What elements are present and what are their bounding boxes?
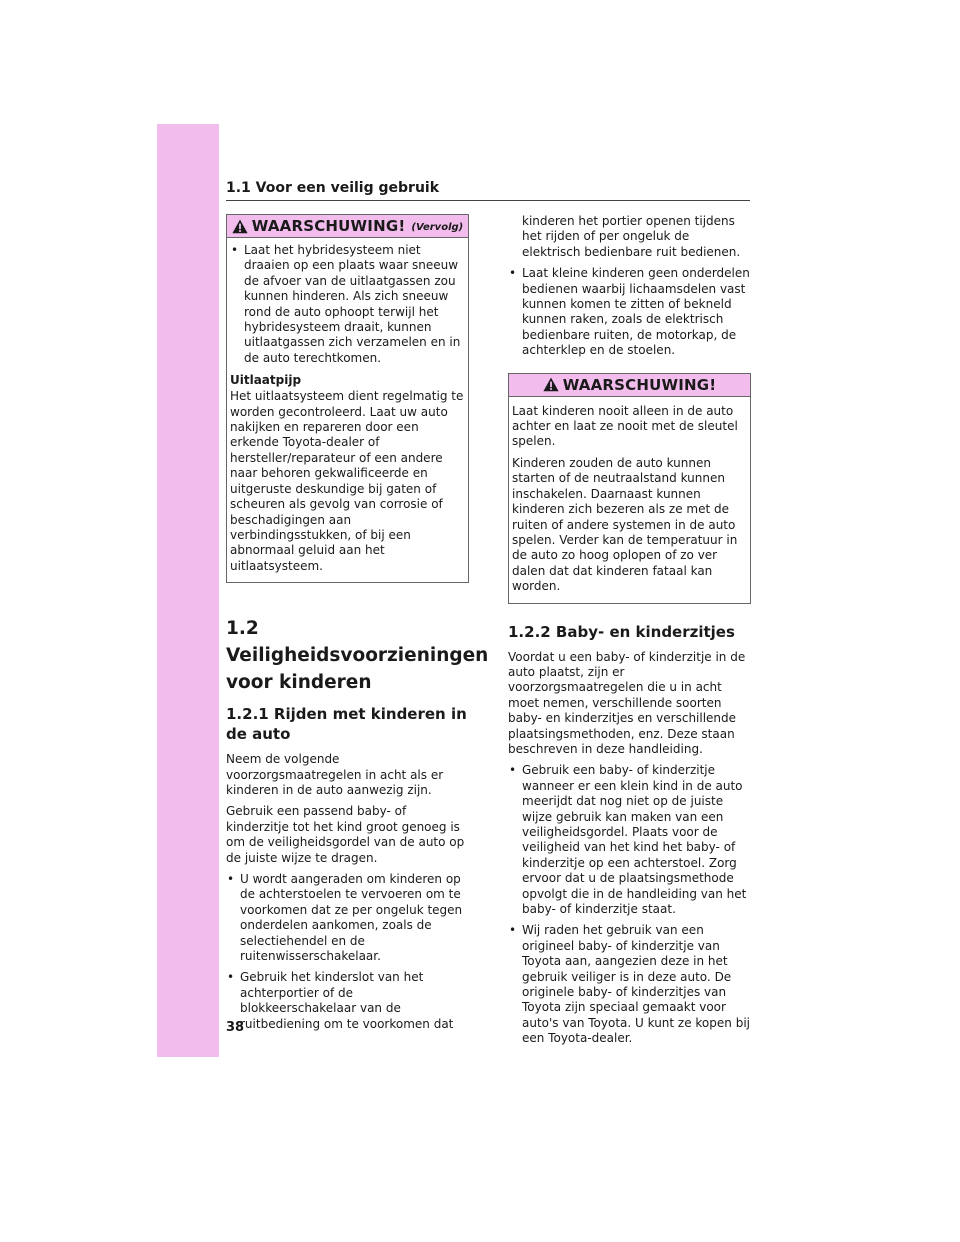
warning-bullet-list [230,243,464,366]
warning-header [509,374,750,397]
warning-paragraph: Laat kinderen nooit alleen in de auto achter en laat ze nooit met de sleutel spelen. [512,403,738,449]
warning-body [509,397,750,603]
list-item: • Laat kleine kinderen geen onderdelen bedienen waarbij lichaamsdelen vast kunnen komen te zitten of bekneld kunnen raken, zoals de elektrisch bedienbare ruiten, de motorkap, de achterklep en de stoelen. [508,266,751,358]
warning-continued-label: (Vervolg) [411,222,464,233]
paragraph: Gebruik een passend baby- of kinderzitje tot het kind groot genoeg is om de veiligheidsgordel van de auto op de juiste wijze te dragen. [226,804,465,865]
section-heading-1-2-1: 1.2.1 Rijden met kinderen in de auto [226,705,467,744]
list-item: • Gebruik het kinderslot van het achterportier of de blokkeerschakelaar van de ruitbediening om te voorkomen dat [226,970,469,1032]
warning-header [227,215,468,238]
paragraph: Neem de volgende voorzorgsmaatregelen in acht als er kinderen in de auto aanwezig zijn. [226,752,444,797]
left-column [226,214,489,1038]
right-column [508,214,751,1053]
header-rule [226,200,750,201]
warning-triangle-icon [232,219,248,234]
page-number: 38 [226,1020,245,1035]
warning-body [227,238,468,582]
warning-box [508,373,751,604]
bullet-list [226,872,469,1032]
bullet-list [508,763,751,1046]
bullet-continuation: kinderen het portier openen tijdens het rijden of per ongeluk de elektrisch bedienbare ruit bedienen. [522,214,741,259]
warning-title: WAARSCHUWING! [251,217,406,235]
warning-title: WAARSCHUWING! [562,375,717,394]
section-heading-1-2: 1.2 Veiligheidsvoorzieningen voor kinderen [226,618,489,694]
subheading-uitlaatpijp: Uitlaatpijp [230,373,302,388]
running-header: 1.1 Voor een veilig gebruik [226,180,440,196]
warning-paragraph: Kinderen zouden de auto kunnen starten of de neutraalstand kunnen inschakelen. Daarnaast kunnen kinderen zich bezeren als ze met de ruiten of andere systemen in de auto spelen. Verder kan de temperatuur in de auto zo hoog oplopen of zo ver dalen dat dat kinderen fataal kan worden. [512,455,738,594]
section-heading-1-2-2: 1.2.2 Baby- en kinderzitjes [508,622,735,641]
list-item: • U wordt aangeraden om kinderen op de achterstoelen te vervoeren om te voorkomen dat ze per ongeluk tegen onderdelen aankomen, zoals de selectiehendel en de ruitenwisserschakelaar. [226,872,469,964]
warning-box-continued [226,214,469,583]
warning-paragraph: Het uitlaatsysteem dient regelmatig te worden gecontroleerd. Laat uw auto nakijken en repareren door een erkende Toyota-dealer of hersteller/reparateur of een andere naar behoren gekwalificeerde en uitgeruste deskundige bij gaten of scheuren als gevolg van corrosie of beschadigingen aan verbindingsstukken, of bij een abnormaal geluid aan het uitlaatsysteem. [230,389,464,573]
bullet-list [508,266,751,358]
warning-triangle-icon [543,377,559,392]
list-item: • Wij raden het gebruik van een origineel baby- of kinderzitje van Toyota aan, aangezien deze in het gebruik veiliger is in deze auto. De originele baby- of kinderzitjes van Toyota zijn speciaal gemaakt voor auto's van Toyota. U kunt ze kopen bij een Toyota-dealer. [508,923,751,1046]
list-item: • Gebruik een baby- of kinderzitje wanneer er een klein kind in de auto meerijdt dat nog niet op de juiste wijze gebruik kan maken van een veiligheidsgordel. Plaats voor de veiligheid van het kind het baby- of kinderzitje op een achterstoel. Zorg ervoor dat u de plaatsingsmethode opvolgt die in de handleiding van het baby- of kinderzitje staat. [508,763,751,917]
side-tab [157,124,219,1057]
list-item: • Laat het hybridesysteem niet draaien op een plaats waar sneeuw de afvoer van de uitlaatgassen zou kunnen hinderen. Als zich sneeuw rond de auto ophoopt terwijl het hybridesysteem draait, kunnen uitlaatgassen zich verzamelen en in de auto terechtkomen. [230,243,464,366]
paragraph: Voordat u een baby- of kinderzitje in de auto plaatst, zijn er voorzorgsmaatregelen die u in acht moet nemen, verschillende soorten baby- en kinderzitjes en verschillende plaatsingsmethoden, enz. Deze staan beschreven in deze handleiding. [508,649,746,756]
